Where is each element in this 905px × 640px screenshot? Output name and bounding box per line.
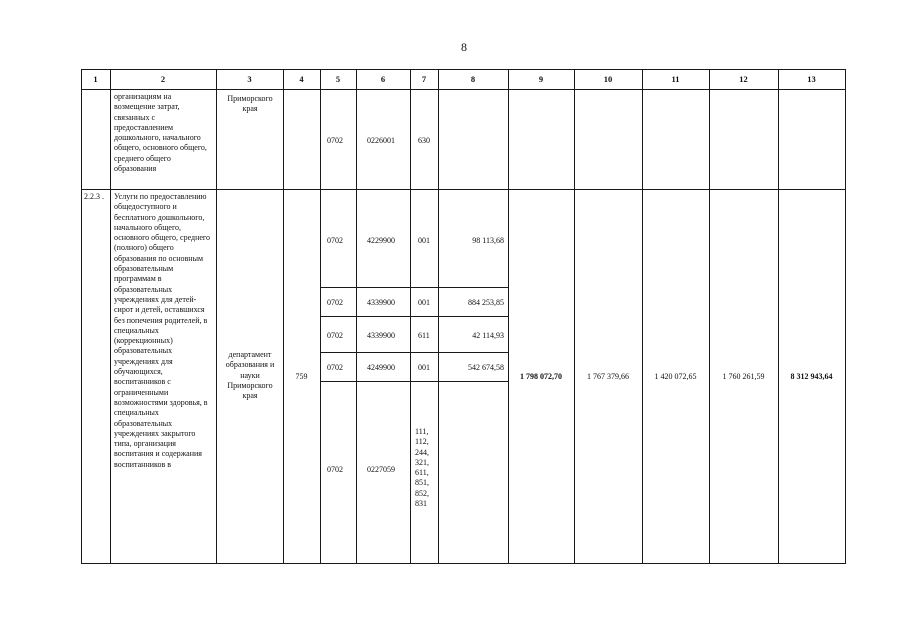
rule-sub3	[320, 352, 508, 353]
col-rule-8	[508, 69, 509, 564]
sub3-section: 0702	[327, 331, 343, 340]
rule-table-bottom	[81, 563, 846, 564]
rule-sub4	[320, 381, 508, 382]
col-rule-4	[320, 69, 321, 564]
sub5-target: 0227059	[367, 465, 395, 474]
sub2-amount: 884 253,85	[468, 298, 504, 307]
col-rule-5	[356, 69, 357, 564]
header-col-13: 13	[807, 74, 816, 84]
main-row-ministry-code: 759	[295, 372, 308, 381]
header-col-3: 3	[247, 74, 252, 84]
sub4-target: 4249900	[367, 363, 395, 372]
header-col-2: 2	[160, 74, 166, 84]
sub3-type: 611	[418, 331, 430, 340]
sub1-type: 001	[418, 236, 430, 245]
header-col-7: 7	[421, 74, 427, 84]
col-rule-9	[574, 69, 575, 564]
col-rule-10	[642, 69, 643, 564]
rule-sub2	[320, 316, 508, 317]
header-col-6: 6	[380, 74, 386, 84]
prev-row-target: 0226001	[367, 136, 395, 145]
rule-sub1	[320, 287, 508, 288]
total-col-9: 1 798 072,70	[520, 372, 562, 381]
prev-row-type: 630	[418, 136, 430, 145]
page-number: 8	[461, 40, 467, 54]
col-rule-2	[216, 69, 217, 564]
col-rule-6	[410, 69, 411, 564]
main-row-number: 2.2.3 .	[84, 192, 104, 201]
col-rule-13	[845, 69, 846, 564]
sub3-target: 4339900	[367, 331, 395, 340]
header-col-8: 8	[470, 74, 476, 84]
sub4-section: 0702	[327, 363, 343, 372]
rule-row-prev-bottom	[81, 189, 846, 190]
sub2-type: 001	[418, 298, 430, 307]
main-row-description: Услуги по предоставлению общедоступного и бесплатного дошкольного, начального общего, основного общего, среднего (полного) общего образования по основным образовательным программам в образовательных учреждениях для детей-сирот и детей, оставшихся без попечения родителей, в специальных (коррекционных) образовательных учреждениях для обучающихся, воспитанников с ограниченными возможностями здоровья, в специальных образовательных учреждениях закрытого типа, организация воспитания и содержания воспитанников в	[114, 192, 211, 469]
col-rule-11	[709, 69, 710, 564]
col-rule-7	[438, 69, 439, 564]
rule-top	[81, 69, 846, 70]
header-col-4: 4	[299, 74, 304, 84]
sub2-section: 0702	[327, 298, 343, 307]
sub3-amount: 42 114,93	[472, 331, 504, 340]
prev-row-department: Приморского края	[227, 94, 273, 114]
sub2-target: 4339900	[367, 298, 395, 307]
header-col-5: 5	[335, 74, 341, 84]
sub4-type: 001	[418, 363, 430, 372]
rule-header-bottom	[81, 89, 846, 90]
col-rule-0	[81, 69, 82, 564]
total-col-10: 1 767 379,66	[587, 372, 629, 381]
header-col-1: 1	[93, 74, 98, 84]
main-row-department: департамент образования и науки Приморского края	[225, 350, 275, 401]
col-rule-1	[110, 69, 111, 564]
prev-row-description: организациям на возмещение затрат, связанных с предоставлением дошкольного, начального общего, основного общего, среднего общего образования	[114, 92, 207, 174]
prev-row-section: 0702	[327, 136, 343, 145]
col-rule-3	[283, 69, 284, 564]
header-col-12: 12	[739, 74, 748, 84]
sub1-target: 4229900	[367, 236, 395, 245]
sub5-type: 111, 112, 244, 321, 611, 851, 852, 831	[415, 427, 429, 509]
total-col-13: 8 312 943,64	[790, 372, 833, 381]
total-col-12: 1 760 261,59	[722, 372, 765, 381]
sub4-amount: 542 674,58	[468, 363, 504, 372]
col-rule-12	[778, 69, 779, 564]
sub1-section: 0702	[327, 236, 343, 245]
total-col-11: 1 420 072,65	[654, 372, 697, 381]
header-col-9: 9	[538, 74, 544, 84]
sub5-section: 0702	[327, 465, 343, 474]
header-col-11: 11	[671, 74, 680, 84]
header-col-10: 10	[603, 74, 613, 84]
sub1-amount: 98 113,68	[472, 236, 504, 245]
